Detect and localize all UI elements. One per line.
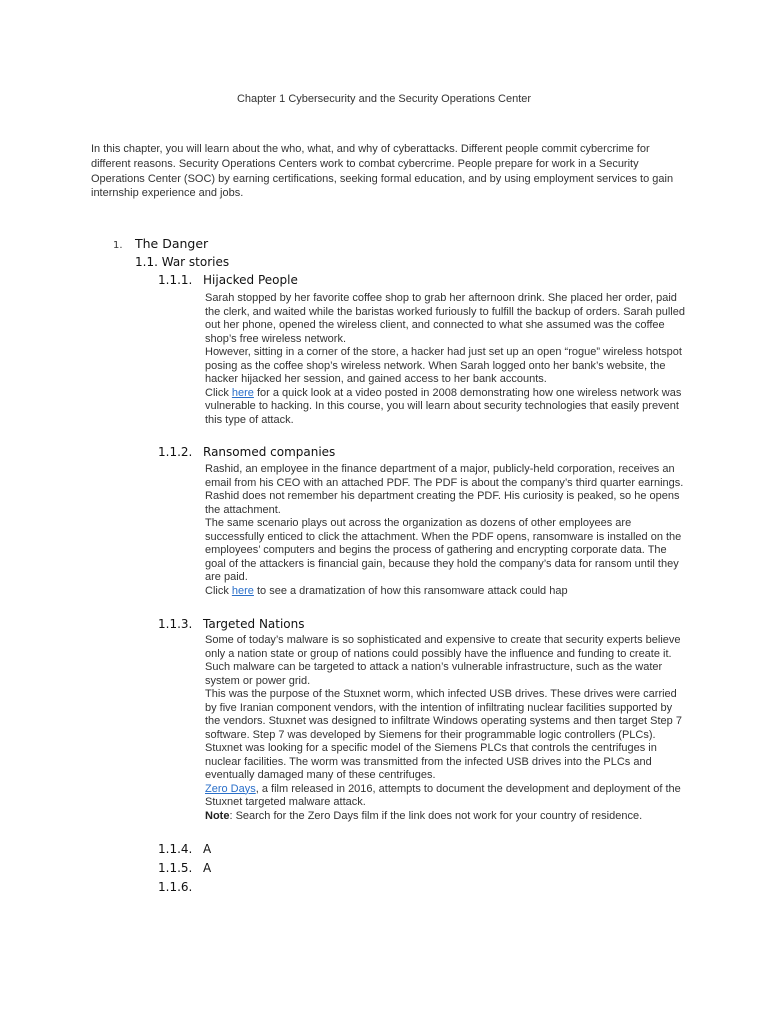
document-title: Chapter 1 Cybersecurity and the Security Operations Center [236, 93, 532, 105]
ransomware-video-link[interactable]: here [231, 584, 254, 597]
heading-war-stories [135, 255, 229, 269]
heading-text: Targeted Nations [203, 617, 305, 631]
heading-text: A [203, 861, 212, 875]
heading-text: Ransomed companies [203, 445, 336, 459]
heading-1-1-6 [158, 880, 203, 894]
paragraph [205, 585, 685, 599]
heading-1-1-4 [158, 842, 211, 856]
text: Click [205, 386, 232, 399]
heading-number: 1.1.3. [158, 617, 193, 631]
paragraph: Sarah stopped by her favorite coffee shop to grab her afternoon drink. She placed her order, paid the clerk, and waited while the baristas worked furiously to fulfill the backup of orders. Sarah pulled out her phone, opened the wireless client, and connected to what she assumed was the coffee shop’s free wireless network. [205, 292, 685, 345]
heading-text: War stories [161, 255, 230, 269]
heading-the-danger [113, 236, 208, 251]
heading-text: The Danger [135, 236, 209, 251]
paragraph [205, 783, 685, 810]
heading-number: 1.1. [135, 255, 158, 269]
heading-1-1-5 [158, 861, 211, 875]
paragraph: This was the purpose of the Stuxnet worm, which infected USB drives. These drives were carried by five Iranian component vendors, with the intention of infiltrating nuclear facilities supported by the vendors. Stuxnet was designed to infiltrate Windows operating systems and then target Step 7 software. Step 7 was developed by Siemens for their programmable logic controllers (PLCs). Stuxnet was looking for a specific model of the Siemens PLCs that controls the centrifuges in nuclear facilities. The worm was transmitted from the infected USB drives into the PLCs and eventually damaged many of these centrifuges. [205, 688, 682, 781]
targeted-nations-body [205, 634, 685, 823]
heading-number: 1.1.5. [158, 861, 193, 875]
note-text: : Search for the Zero Days film if the link does not work for your country of residence. [229, 809, 643, 822]
heading-targeted-nations [158, 617, 305, 631]
text: to see a dramatization of how this ransomware attack could hap [253, 584, 568, 597]
heading-number: 1.1.1. [158, 273, 193, 287]
note-label: Note [205, 809, 230, 822]
heading-number: 1.1.6. [158, 880, 193, 894]
text: for a quick look at a video posted in 2008 demonstrating how one wireless network was vulnerable to hacking. In this course, you will learn about security technologies that easily prevent this type of attack. [205, 386, 682, 426]
zero-days-link[interactable]: Zero Days [205, 782, 256, 795]
text: Click [205, 584, 232, 597]
paragraph: Some of today’s malware is so sophisticated and expensive to create that security experts believe only a nation state or group of nations could possibly have the influence and funding to create it. Such malware can be targeted to attack a nation’s vulnerable infrastructure, such as the water system or power grid. [205, 634, 681, 687]
paragraph: However, sitting in a corner of the store, a hacker had just set up an open “rogue” wireless hotspot posing as the coffee shop’s wireless network. When Sarah logged onto her bank’s website, the hacker hijacked her session, and gained access to her bank accounts. [205, 346, 682, 385]
heading-number: 1. [113, 240, 123, 251]
heading-number: 1.1.2. [158, 445, 193, 459]
hijacked-people-body [205, 292, 685, 427]
heading-text: Hijacked People [203, 273, 298, 287]
paragraph: The same scenario plays out across the organization as dozens of other employees are successfully enticed to click the attachment. When the PDF opens, ransomware is installed on the employees’ computers and begins the process of gathering and encrypting corporate data. The goal of the attackers is financial gain, because they hold the company’s data for ransom until they are paid. [205, 517, 682, 583]
paragraph [205, 387, 685, 428]
heading-hijacked-people [158, 273, 298, 287]
heading-ransomed-companies [158, 445, 335, 459]
paragraph: Rashid, an employee in the finance department of a major, publicly-held corporation, receives an email from his CEO with an attached PDF. The PDF is about the company’s third quarter earnings. Rashid does not remember his department creating the PDF. His curiosity is peaked, so he opens the attachment. [205, 463, 684, 516]
intro-paragraph: In this chapter, you will learn about the who, what, and why of cyberattacks. Different people commit cybercrime for different reasons. Security Operations Centers work to combat cybercrime. People prepare for work in a Security Operations Center (SOC) by earning certifications, seeking formal education, and by using employment services to gain internship experience and jobs. [91, 143, 674, 200]
video-link[interactable]: here [231, 386, 254, 399]
ransomed-companies-body [205, 463, 685, 598]
text: , a film released in 2016, attempts to document the development and deployment of the Stuxnet targeted malware attack. [205, 782, 681, 808]
note [205, 810, 685, 824]
heading-text: A [203, 842, 212, 856]
heading-number: 1.1.4. [158, 842, 193, 856]
